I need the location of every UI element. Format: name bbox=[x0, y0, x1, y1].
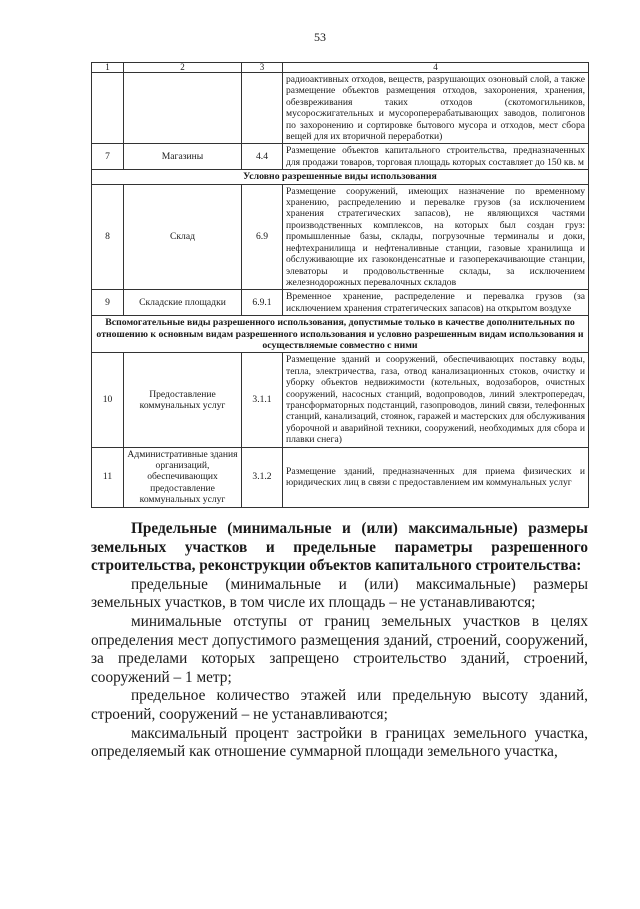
row-number: 8 bbox=[92, 184, 124, 290]
header-col-3: 3 bbox=[242, 63, 283, 73]
use-name: Магазины bbox=[124, 144, 242, 170]
section-conditional-row bbox=[92, 170, 589, 184]
header-col-2: 2 bbox=[124, 63, 242, 73]
paragraph-setbacks: минимальные отступы от границ земельных участков в целях определения мест допустимого размещения зданий, строений, сооружений, за пределами которых запрещено строительство зданий, строений, сооружений – 1 метр; bbox=[91, 612, 588, 686]
parameters-heading: Предельные (минимальные и (или) максимальные) размеры земельных участков и предельные параметры разрешенного строительства, реконструкции объектов капитального строительства: bbox=[91, 520, 588, 575]
paragraph-plot-size: предельные (минимальные и (или) максимальные) размеры земельных участков, в том числе их площадь – не устанавливаются; bbox=[91, 575, 588, 612]
use-code: 6.9 bbox=[242, 184, 283, 290]
use-code: 3.1.2 bbox=[242, 447, 283, 507]
table-row bbox=[92, 290, 589, 316]
row-number: 9 bbox=[92, 290, 124, 316]
use-code: 4.4 bbox=[242, 144, 283, 170]
section-title-conditional: Условно разрешенные виды использования bbox=[92, 170, 589, 184]
use-name: Административные здания организаций, обеспечивающих предоставление коммунальных услуг bbox=[124, 447, 242, 507]
use-description: Размещение зданий, предназначенных для приема физических и юридических лиц в связи с предоставлением им коммунальных услуг bbox=[283, 447, 589, 507]
body-text bbox=[91, 520, 588, 762]
use-description: радиоактивных отходов, веществ, разрушающих озоновый слой, а также размещение объектов размещения отходов, захоронения, хранения, обезвреживания таких отходов (скотомогильников, мусоросжигательных и мусороперерабатывающих заводов, полигонов по захоронению и сортировке бытового мусора и отходов, мест сбора вещей для их вторичной переработки) bbox=[283, 73, 589, 144]
table-row bbox=[92, 447, 589, 507]
use-description: Размещение зданий и сооружений, обеспечивающих поставку воды, тепла, электричества, газа, отвод канализационных стоков, очистку и уборку объектов недвижимости (котельных, водозаборов, очистных сооружений, насосных станций, водопроводов, линий электропередач, трансформаторных подстанций, газопроводов, линий связи, телефонных станций, канализаций, стоянок, гаражей и мастерских для обслуживания уборочной и аварийной техники, сооружений, необходимых для сбора и плавки снега) bbox=[283, 353, 589, 447]
row-number: 7 bbox=[92, 144, 124, 170]
use-description: Временное хранение, распределение и перевалка грузов (за исключением хранения стратегических запасов) на открытом воздухе bbox=[283, 290, 589, 316]
table-row bbox=[92, 353, 589, 447]
page-number: 53 bbox=[314, 30, 326, 44]
table-row bbox=[92, 73, 589, 144]
use-name: Склад bbox=[124, 184, 242, 290]
use-name: Предоставление коммунальных услуг bbox=[124, 353, 242, 447]
header-col-4: 4 bbox=[283, 63, 589, 73]
use-code bbox=[242, 73, 283, 144]
use-name: Складские площадки bbox=[124, 290, 242, 316]
use-code: 3.1.1 bbox=[242, 353, 283, 447]
use-name bbox=[124, 73, 242, 144]
land-use-table bbox=[91, 62, 589, 508]
row-number: 11 bbox=[92, 447, 124, 507]
table-header-row bbox=[92, 63, 589, 73]
table-row bbox=[92, 184, 589, 290]
paragraph-floors: предельное количество этажей или предельную высоту зданий, строений, сооружений – не устанавливаются; bbox=[91, 687, 588, 723]
use-description: Размещение объектов капитального строительства, предназначенных для продажи товаров, торговая площадь которых составляет до 150 кв. м bbox=[283, 144, 589, 170]
table-row bbox=[92, 144, 589, 170]
use-description: Размещение сооружений, имеющих назначение по временному хранению, распределению и перевалке грузов (за исключением хранения стратегических запасов), не являющихся частями производственных комплексов, на которых был создан груз: промышленные базы, склады, погрузочные терминалы и доки, нефтехранилища и нефтеналивные станции, газовые хранилища и обслуживающие их газоконденсатные и газоперекачивающие станции, элеваторы и продовольственные склады, за исключением железнодорожных перевалочных складов bbox=[283, 184, 589, 290]
header-col-1: 1 bbox=[92, 63, 124, 73]
row-number bbox=[92, 73, 124, 144]
row-number: 10 bbox=[92, 353, 124, 447]
section-auxiliary-row bbox=[92, 316, 589, 353]
paragraph-coverage: максимальный процент застройки в границах земельного участка, определяемый как отношение суммарной площади земельного участка, bbox=[91, 724, 588, 761]
use-code: 6.9.1 bbox=[242, 290, 283, 316]
section-title-auxiliary: Вспомогательные виды разрешенного использования, допустимые только в качестве дополнительных по отношению к основным видам разрешенного использования и условно разрешенным видам использования и осуществляемые совместно с ними bbox=[92, 316, 589, 353]
